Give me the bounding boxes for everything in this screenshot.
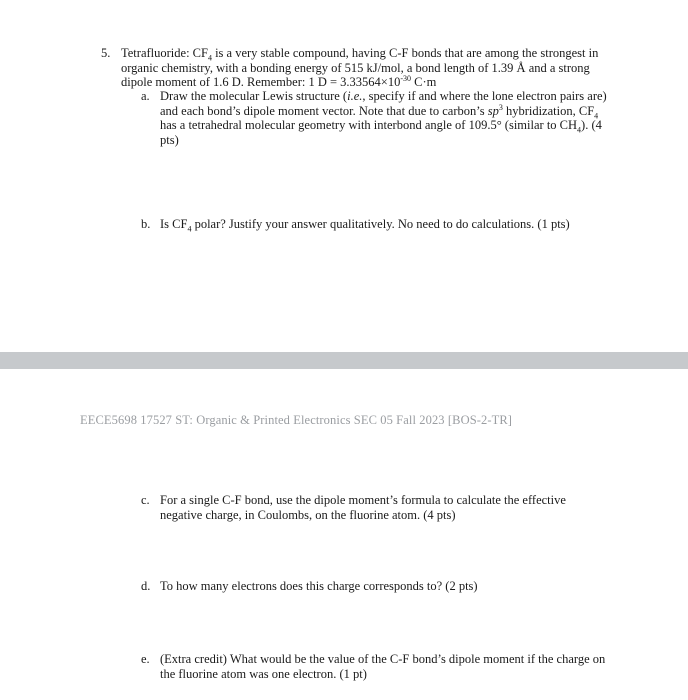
part-a-text — [160, 89, 610, 147]
part-b-letter: b. — [141, 217, 151, 231]
intro-superscript: -30 — [400, 73, 412, 83]
part-c-text: For a single C-F bond, use the dipole moment’s formula to calculate the effective negative charge, in Coulombs, on the fluorine atom. (4 pts) — [160, 493, 566, 522]
part-d-letter: d. — [141, 579, 151, 593]
intro-text-1: Tetrafluoride: CF — [121, 46, 208, 60]
part-b-text-2: polar? Justify your answer qualitatively. No need to do calculations. (1 pts) — [191, 217, 570, 231]
intro-subscript: 4 — [207, 53, 212, 63]
part-a-italic-ie: i.e. — [347, 89, 363, 103]
part-b-sub: 4 — [187, 224, 192, 234]
intro-text-2: is a very stable compound, having C-F bonds that are among the strongest in organic chemistry, with a bonding energy of 515 kJ/mol, a bond length of 1.39 Å and a strong dipole moment of 1.6 D. Remember: 1 D = 3.33564×10 — [121, 46, 599, 89]
question-number: 5. — [101, 46, 111, 60]
part-e-text: (Extra credit) What would be the value of the C-F bond’s dipole moment if the charge on the fluorine atom was one electron. (1 pt) — [160, 652, 606, 681]
intro-text-3: C·m — [411, 75, 437, 89]
part-a-italic-sp: sp — [487, 103, 499, 118]
part-a-text-5: ). (4 pts) — [160, 118, 602, 147]
part-a-text-3: hybridization, CF — [502, 103, 595, 118]
course-header: EECE5698 17527 ST: Organic & Printed Electronics SEC 05 Fall 2023 [BOS-2-TR] — [80, 413, 513, 427]
part-c-letter: c. — [141, 493, 150, 507]
part-a-sup: 3 — [498, 102, 503, 112]
part-d-text: To how many electrons does this charge corresponds to? (2 pts) — [160, 579, 478, 593]
question-intro — [121, 46, 601, 90]
part-a-letter: a. — [141, 89, 150, 103]
part-a-text-2: , specify if and where the lone electron pairs are) and each bond’s dipole moment vector. Note that due to carbon’s — [160, 89, 607, 118]
part-a-sub-1: 4 — [594, 111, 599, 120]
part-a-sub-2: 4 — [577, 125, 582, 135]
page-divider — [0, 352, 688, 369]
part-b-text — [160, 217, 610, 232]
part-a-text-1: Draw the molecular Lewis structure ( — [160, 89, 348, 103]
part-b-text-1: Is CF — [160, 217, 188, 231]
part-e-letter: e. — [141, 652, 150, 666]
part-a-text-4: has a tetrahedral molecular geometry with interbond angle of 109.5° (similar to CH — [160, 118, 578, 132]
